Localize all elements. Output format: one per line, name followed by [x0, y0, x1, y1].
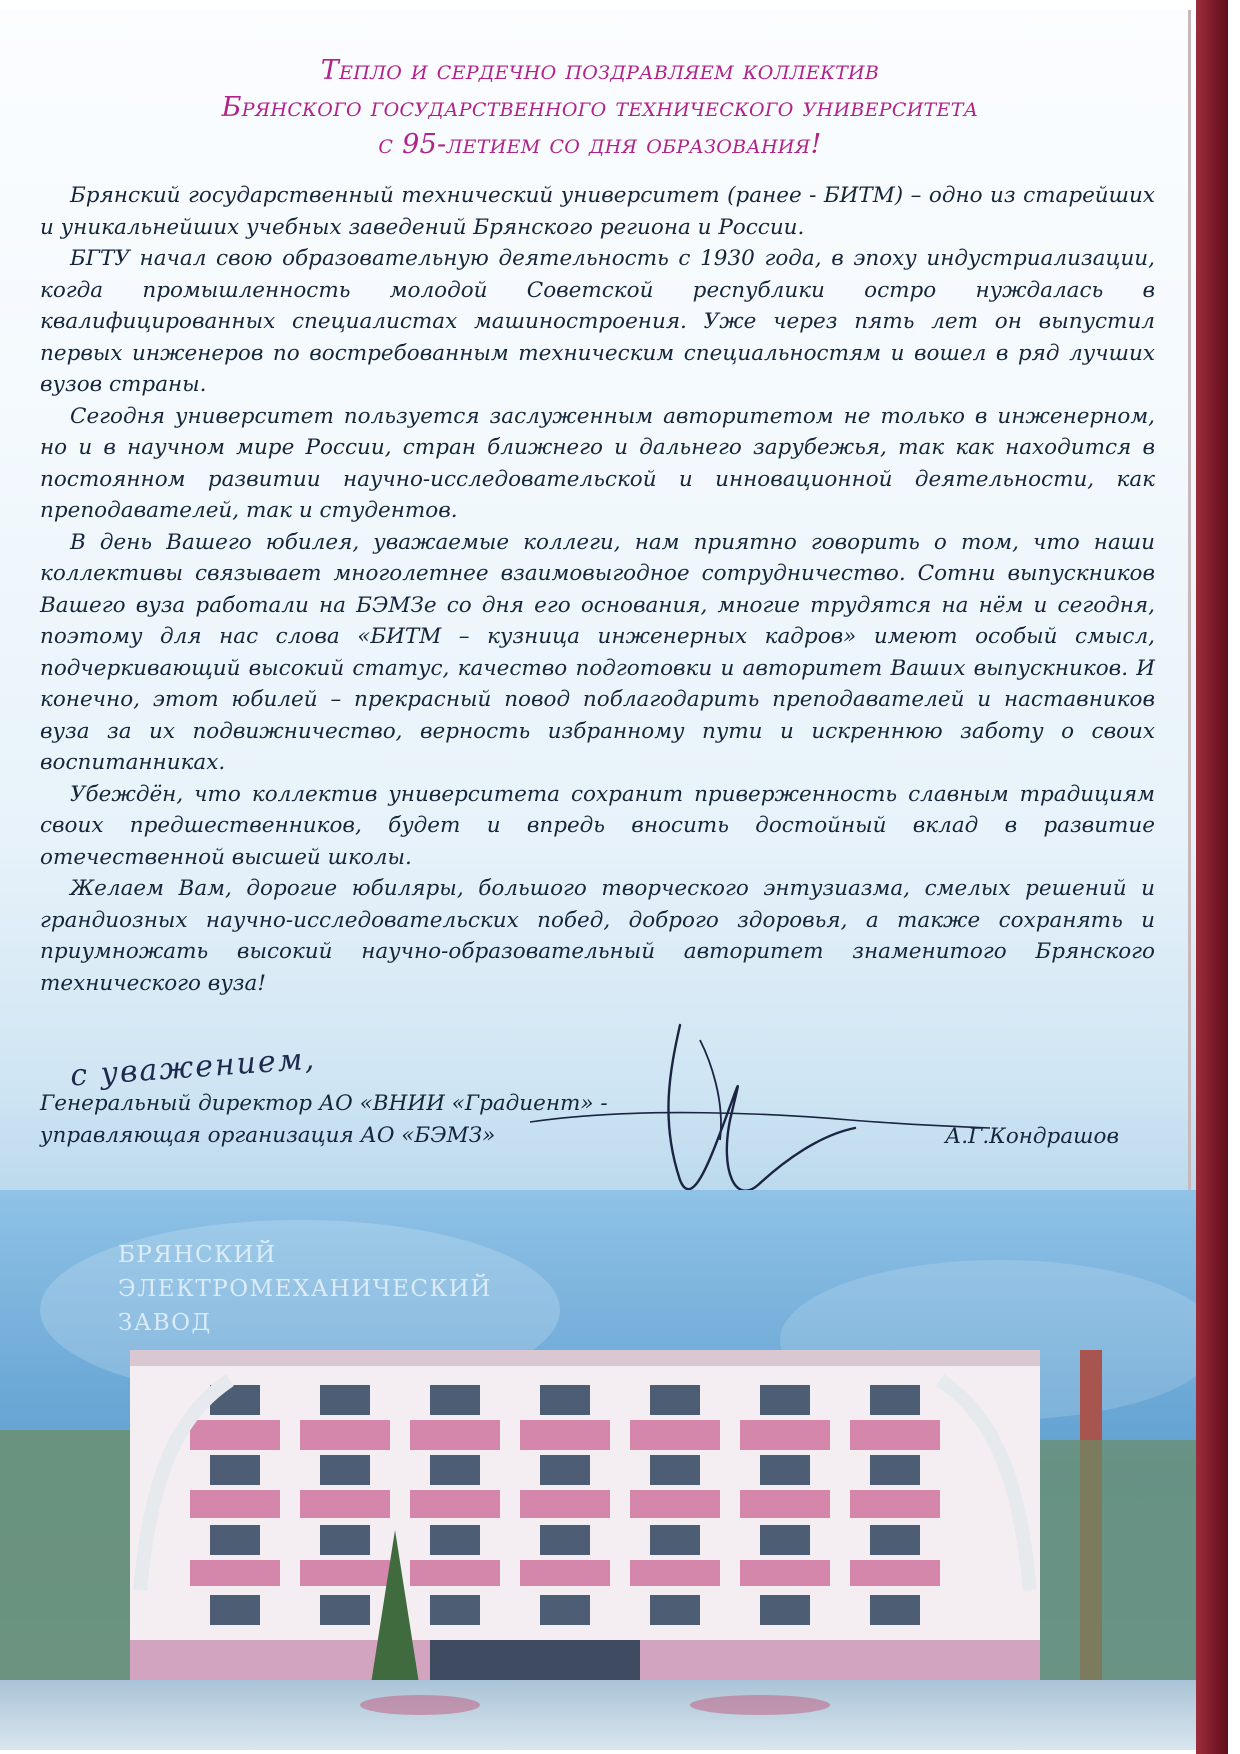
- paragraph-wishes: Желаем Вам, дорогие юбиляры, большого творческого энтузиазма, смелых решений и грандиозных научно-исследовательских побед, доброго здоровья, а также сохранять и приумножать высокий научно-образовательный авторитет знаменитого Брянского технического вуза!: [40, 876, 1155, 996]
- plant-caption-line-3: ЗАВОД: [118, 1310, 212, 1336]
- plant-caption-line-2: ЭЛЕКТРОМЕХАНИЧЕСКИЙ: [118, 1276, 492, 1302]
- letter-body: [40, 180, 1155, 999]
- plant-caption: [118, 1238, 492, 1340]
- position-line-2: управляющая организация АО «БЭМЗ»: [40, 1122, 496, 1148]
- paragraph-history: Брянский государственный технический университет (ранее - БИТМ) – одно из старейших и уникальнейших учебных заведений Брянского региона и России.: [40, 183, 1155, 240]
- burgundy-border: [1196, 0, 1228, 1754]
- paragraph-cooperation: В день Вашего юбилея, уважаемые коллеги, нам приятно говорить о том, что наши коллективы связывает многолетнее взаимовыгодное сотрудничество. Сотни выпускников Вашего вуза работали на БЭМЗе со дня его основания, многие трудятся на нём и сегодня, поэтому для нас слова «БИТМ – кузница инженерных кадров» имеют особый смысл, подчеркивающий высокий статус, качество подготовки и авторитет Ваших выпускников. И конечно, этот юбилей – прекрасный повод поблагодарить преподавателей и наставников вуза за их подвижничество, верность избранному пути и искреннюю заботу о своих воспитанниках.: [40, 529, 1155, 775]
- plant-caption-line-1: БРЯНСКИЙ: [118, 1242, 277, 1268]
- paragraph-today: Сегодня университет пользуется заслуженным авторитетом не только в инженерном, но и в научном мире России, стран ближнего и дальнего зарубежья, так как находится в постоянном развитии научно-исследовательской и инновационной деятельности, как преподавателей, так и студентов.: [40, 403, 1155, 523]
- handwritten-regards: с уважением,: [69, 1041, 318, 1094]
- signatory-name: А.Г.Кондрашов: [945, 1124, 1119, 1149]
- greeting-line-2: Брянского государственного технического университета: [221, 92, 979, 123]
- greeting-line-3: с 95-летием со дня образования!: [378, 129, 822, 160]
- handwritten-signature: [520, 1010, 1000, 1220]
- paragraph-traditions: Убеждён, что коллектив университета сохранит приверженность славным традициям своих предшественников, будет и впредь вносить достойный вклад в развитие отечественной высшей школы.: [40, 781, 1155, 870]
- position-line-1: Генеральный директор АО «ВНИИ «Градиент» -: [40, 1091, 608, 1116]
- greeting-heading: [70, 52, 1130, 163]
- greeting-line-1: Тепло и сердечно поздравляем коллектив: [320, 55, 880, 86]
- paragraph-founding: БГТУ начал свою образовательную деятельность с 1930 года, в эпоху индустриализации, когда промышленность молодой Советской республики остро нуждалась в квалифицированных специалистах машиностроения. Уже через пять лет он выпустил первых инженеров по востребованным техническим специальностям и вошел в ряд лучших вузов страны.: [40, 246, 1155, 397]
